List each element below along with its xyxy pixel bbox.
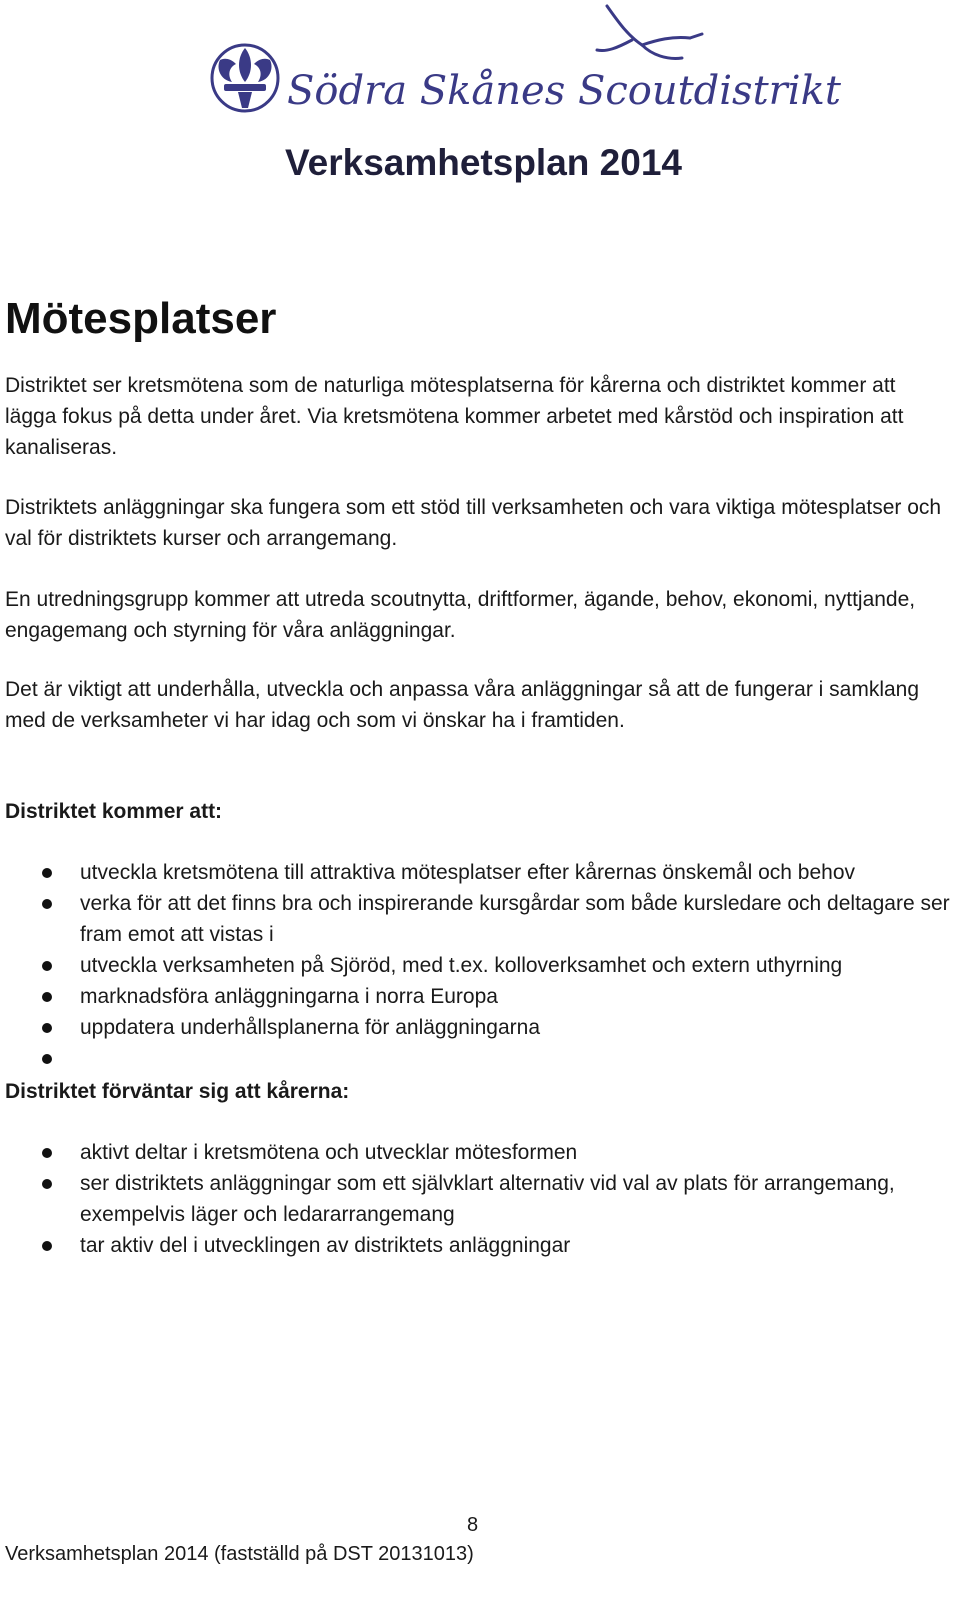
fleur-de-lis-icon — [212, 45, 278, 111]
district-will-list — [0, 857, 955, 1074]
paragraph: Distriktet ser kretsmötena som de naturliga mötesplatserna för kårerna och distriktet kommer att lägga fokus på detta under året. Via kretsmötena kommer arbetet med kårstöd och inspiration att kanaliseras. — [5, 374, 904, 459]
bullet-icon — [42, 961, 52, 971]
list-item-text: uppdatera underhållsplanerna för anläggningarna — [80, 1016, 541, 1039]
district-will-heading: Distriktet kommer att: — [5, 800, 223, 823]
list-item — [0, 1168, 955, 1230]
list-item — [0, 1043, 955, 1074]
list-item — [0, 1137, 955, 1168]
bullet-icon — [42, 992, 52, 1002]
paragraph: Det är viktigt att underhålla, utveckla och anpassa våra anläggningar så att de fungerar i samklang med de verksamheter vi har idag och som vi önskar ha i framtiden. — [5, 678, 920, 732]
list-item-text: utveckla kretsmötena till attraktiva mötesplatser efter kårernas önskemål och behov — [80, 861, 856, 884]
page-number: 8 — [467, 1514, 479, 1536]
paragraph: Distriktets anläggningar ska fungera som ett stöd till verksamheten och vara viktiga mötesplatser och val för distriktets kurser och arrangemang. — [5, 496, 942, 550]
document-title: Verksamhetsplan 2014 — [285, 142, 682, 183]
list-item — [0, 857, 955, 888]
page-footer: Verksamhetsplan 2014 (fastställd på DST 20131013) — [5, 1543, 474, 1565]
list-item-text: utveckla verksamheten på Sjöröd, med t.ex. kolloverksamhet och extern uthyrning — [80, 954, 843, 977]
list-item — [0, 981, 955, 1012]
district-expects-list — [0, 1137, 955, 1261]
paragraph: En utredningsgrupp kommer att utreda scoutnytta, driftformer, ägande, behov, ekonomi, nyttjande, engagemang och styrning för våra anläggningar. — [5, 588, 916, 642]
bullet-icon — [42, 1054, 52, 1064]
bird-icon — [597, 6, 702, 58]
list-item-text: verka för att det finns bra och inspirerande kursgårdar som både kursledare och deltagare ser fram emot att vistas i — [80, 892, 950, 946]
svg-text:Södra Skånes Scoutdistrikt: Södra Skånes Scoutdistrikt — [287, 68, 841, 114]
list-item — [0, 1230, 955, 1261]
bullet-icon — [42, 1179, 52, 1189]
bullet-icon — [42, 1148, 52, 1158]
bullet-icon — [42, 1023, 52, 1033]
scout-district-logo — [212, 0, 841, 125]
district-expects-heading: Distriktet förväntar sig att kårerna: — [5, 1080, 350, 1103]
list-item-text: tar aktiv del i utvecklingen av distriktets anläggningar — [80, 1234, 571, 1257]
list-item — [0, 888, 955, 950]
section-heading: Mötesplatser — [5, 294, 277, 343]
list-item — [0, 950, 955, 981]
bullet-icon — [42, 868, 52, 878]
bullet-icon — [42, 899, 52, 909]
list-item-text: aktivt deltar i kretsmötena och utvecklar mötesformen — [80, 1141, 578, 1164]
list-item-text: marknadsföra anläggningarna i norra Europa — [80, 985, 498, 1008]
bullet-icon — [42, 1241, 52, 1251]
list-item-text: ser distriktets anläggningar som ett självklart alternativ vid val av plats för arrangemang, exempelvis läger och ledararrangemang — [80, 1172, 895, 1226]
list-item — [0, 1012, 955, 1043]
